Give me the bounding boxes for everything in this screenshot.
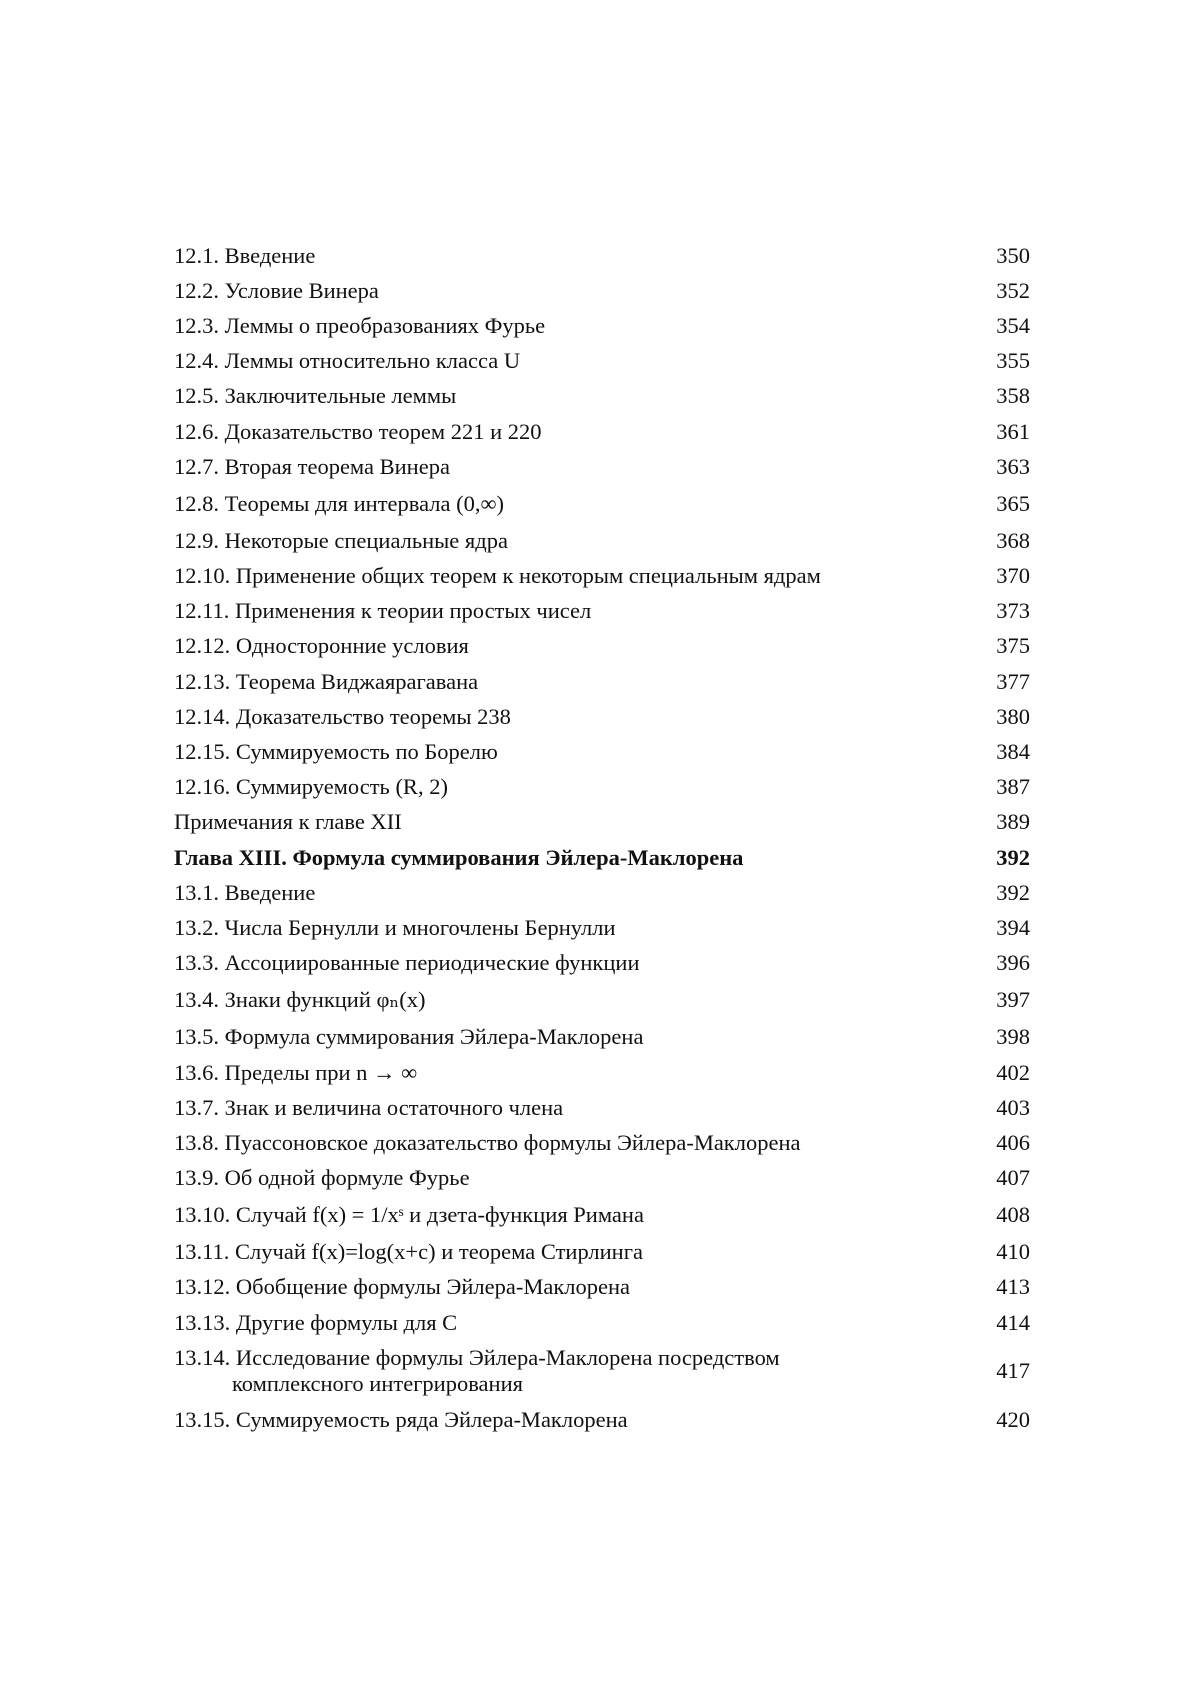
toc-entry-title: 12.14. Доказательство теоремы 238 (174, 703, 511, 729)
toc-entry-page: 417 (996, 1358, 1030, 1384)
toc-entry-title: 13.10. Случай f(x) = 1/xˢ и дзета-функция Римана (174, 1202, 644, 1228)
toc-entry-page: 358 (996, 383, 1030, 409)
toc-entry-page: 355 (996, 348, 1030, 374)
toc-entry-page: 396 (996, 950, 1030, 976)
toc-entry-title: 13.12. Обобщение формулы Эйлера-Маклорена (174, 1274, 630, 1300)
toc-entry-12-1 (174, 238, 1030, 273)
toc-entry-title: 13.13. Другие формулы для C (174, 1309, 458, 1335)
toc-entry-12-3 (174, 308, 1030, 343)
toc-entry-page: 373 (996, 598, 1030, 624)
toc-entry-page: 397 (996, 987, 1030, 1013)
toc-entry-page: 365 (996, 490, 1030, 516)
toc-entry-page: 413 (996, 1274, 1030, 1300)
toc-entry-page: 354 (996, 312, 1030, 338)
toc-entry-title: 12.9. Некоторые специальные ядра (174, 527, 508, 553)
toc-entry-title: 12.8. Теоремы для интервала (0,∞) (174, 490, 505, 516)
toc-entry-title: 12.2. Условие Винера (174, 277, 379, 303)
toc-entry-12-14 (174, 699, 1030, 734)
toc-entry-12-4 (174, 344, 1030, 379)
toc-entry-page: 377 (996, 668, 1030, 694)
toc-entry-12-11 (174, 594, 1030, 629)
toc-entry-title: 13.1. Введение (174, 879, 316, 905)
toc-entry-page: 408 (996, 1202, 1030, 1228)
toc-entry-page: 370 (996, 563, 1030, 589)
toc-entry-12-2 (174, 273, 1030, 308)
toc-entry-title: 13.4. Знаки функций φₙ(x) (174, 987, 426, 1013)
toc-entry-13-3 (174, 946, 1030, 981)
toc-entry-title: Примечания к главе XII (174, 809, 402, 835)
toc-entry-13-9 (174, 1161, 1030, 1196)
toc-entry-page: 352 (996, 277, 1030, 303)
toc-entry-13-8 (174, 1125, 1030, 1160)
toc-entry-page: 410 (996, 1239, 1030, 1265)
toc-entry-12-7 (174, 449, 1030, 484)
toc-entry-title: 13.5. Формула суммирования Эйлера-Маклорена (174, 1024, 644, 1050)
toc-entry-page: 403 (996, 1094, 1030, 1120)
toc-entry-12-16 (174, 770, 1030, 805)
toc-entry-title: 12.16. Суммируемость (R, 2) (174, 774, 448, 800)
toc-entry-title (174, 1345, 990, 1397)
toc-entry-12-6 (174, 414, 1030, 449)
toc-entry-title: 13.11. Случай f(x)=log(x+c) и теорема Стирлинга (174, 1239, 643, 1265)
toc-entry-13-10 (174, 1196, 1030, 1235)
toc-entry-12-13 (174, 664, 1030, 699)
toc-entry-page: 368 (996, 527, 1030, 553)
toc-entry-title: 13.9. Об одной формуле Фурье (174, 1165, 470, 1191)
toc-entry-title: 13.2. Числа Бернулли и многочлены Бернулли (174, 914, 616, 940)
toc-entry-12-12 (174, 629, 1030, 664)
toc-entry-title: 13.15. Суммируемость ряда Эйлера-Маклорена (174, 1406, 628, 1432)
toc-entry-page: 394 (996, 914, 1030, 940)
toc-entry-title: 12.3. Леммы о преобразованиях Фурье (174, 312, 546, 338)
toc-entry-title: 12.15. Суммируемость по Борелю (174, 739, 498, 765)
toc-entry-13-12 (174, 1270, 1030, 1305)
toc-entry-page: 420 (996, 1406, 1030, 1432)
toc-entry-page: 407 (996, 1165, 1030, 1191)
toc-entry-title-line2: комплексного интегрирования (232, 1371, 523, 1397)
toc-entry-page: 406 (996, 1129, 1030, 1155)
table-of-contents (174, 238, 1030, 1437)
toc-entry-page: 392 (996, 879, 1030, 905)
toc-entry-page: 350 (996, 242, 1030, 268)
toc-entry-page: 398 (996, 1024, 1030, 1050)
toc-entry-title: 13.8. Пуассоновское доказательство формулы Эйлера-Маклорена (174, 1129, 801, 1155)
toc-entry-title: 12.6. Доказательство теорем 221 и 220 (174, 418, 542, 444)
toc-entry-13-5 (174, 1020, 1030, 1055)
toc-entry-page: 389 (996, 809, 1030, 835)
toc-entry-13-13 (174, 1305, 1030, 1340)
toc-entry-page: 363 (996, 453, 1030, 479)
toc-entry-title: 12.12. Односторонние условия (174, 633, 469, 659)
toc-entry-page: 384 (996, 739, 1030, 765)
toc-entry-title: 13.7. Знак и величина остаточного члена (174, 1094, 564, 1120)
toc-entry-13-14 (174, 1340, 1030, 1402)
toc-entry-page: 414 (996, 1309, 1030, 1335)
toc-entry-13-1 (174, 875, 1030, 910)
toc-entry-12-5 (174, 379, 1030, 414)
toc-entry-12-9 (174, 523, 1030, 558)
toc-entry-page: 375 (996, 633, 1030, 659)
toc-entry-13-15 (174, 1402, 1030, 1437)
toc-entry-12-8 (174, 484, 1030, 523)
toc-entry-title: 12.10. Применение общих теорем к некоторым специальным ядрам (174, 563, 821, 589)
toc-entry-title: 12.1. Введение (174, 242, 316, 268)
toc-entry-13-2 (174, 910, 1030, 945)
toc-entry-13-11 (174, 1235, 1030, 1270)
toc-entry-title: 12.7. Вторая теорема Винера (174, 453, 450, 479)
toc-chapter-page: 392 (996, 844, 1030, 870)
toc-entry-title: 12.5. Заключительные леммы (174, 383, 457, 409)
toc-entry-title-line1: 13.14. Исследование формулы Эйлера-Маклорена посредством (174, 1345, 780, 1371)
toc-entry-title: 12.13. Теорема Виджаярагавана (174, 668, 479, 694)
toc-entry-page: 402 (996, 1059, 1030, 1085)
toc-entry-12-10 (174, 559, 1030, 594)
toc-chapter-title: Глава XIII. Формула суммирования Эйлера-Маклорена (174, 844, 744, 870)
toc-entry-title: 12.4. Леммы относительно класса U (174, 348, 521, 374)
toc-entry-13-6 (174, 1055, 1030, 1090)
toc-chapter-heading-13 (174, 840, 1030, 875)
toc-entry-title: 12.11. Применения к теории простых чисел (174, 598, 592, 624)
toc-entry-page: 387 (996, 774, 1030, 800)
toc-entry-title: 13.3. Ассоциированные периодические функции (174, 950, 640, 976)
toc-entry-13-7 (174, 1090, 1030, 1125)
toc-entry-13-4 (174, 981, 1030, 1020)
toc-entry-notes-chapter-12 (174, 805, 1030, 840)
toc-entry-page: 380 (996, 703, 1030, 729)
toc-entry-title: 13.6. Пределы при n → ∞ (174, 1059, 418, 1085)
toc-entry-12-15 (174, 734, 1030, 769)
toc-entry-page: 361 (996, 418, 1030, 444)
